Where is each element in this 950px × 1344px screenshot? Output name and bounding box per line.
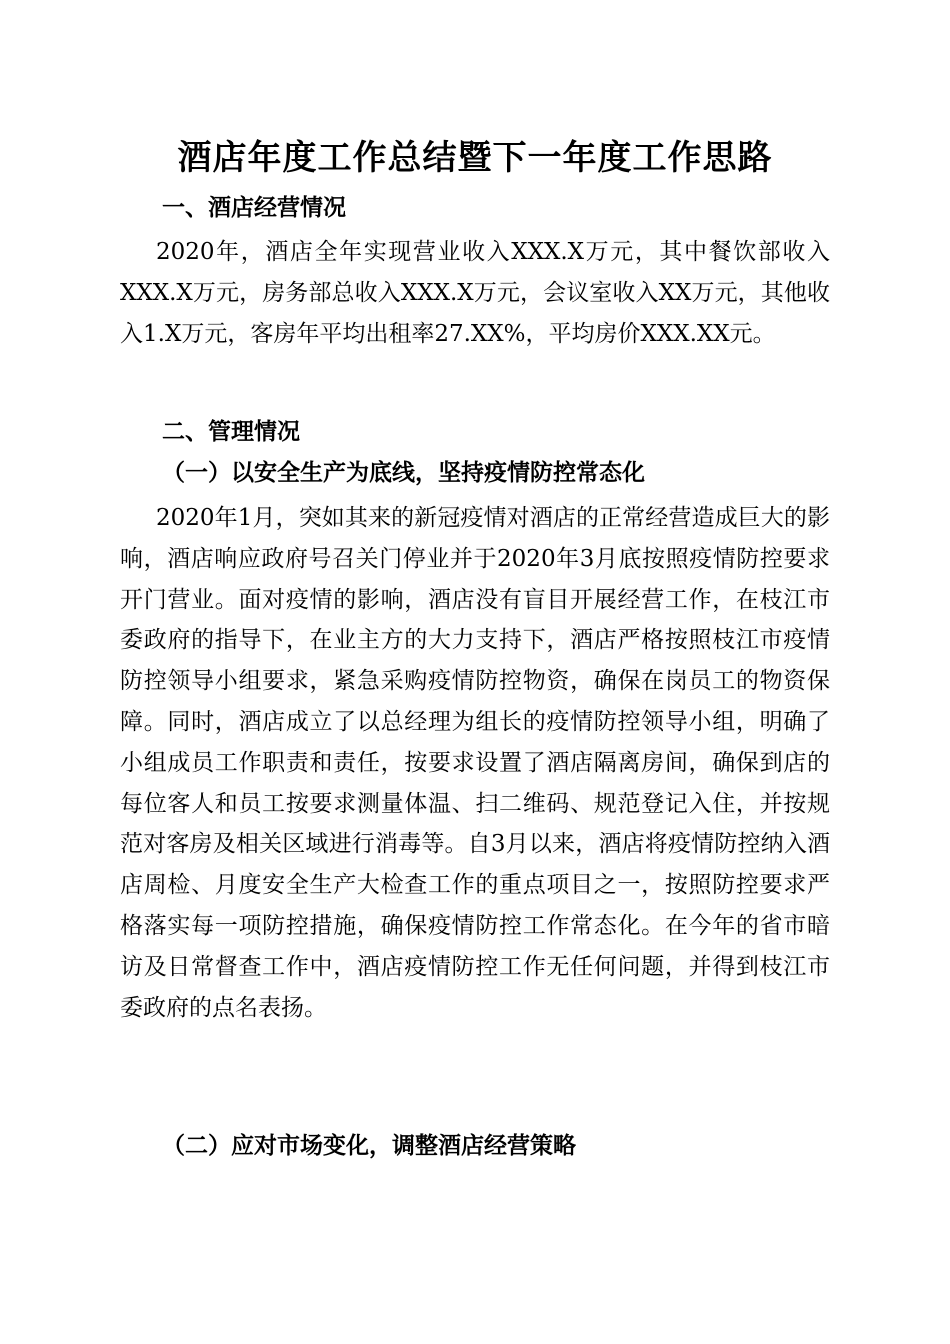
section-heading-business: 一、酒店经营情况 — [162, 195, 346, 221]
section-heading-management: 二、管理情况 — [162, 419, 300, 445]
paragraph-epidemic-control: 2020年1月，突如其来的新冠疫情对酒店的正常经营造成巨大的影响，酒店响应政府号召关门停业并于2020年3月底按照疫情防控要求开门营业。面对疫情的影响，酒店没有盲目开展经营工作，在枝江市委政府的指导下，在业主方的大力支持下，酒店严格按照枝江市疫情防控领导小组要求，紧急采购疫情防控物资，确保在岗员工的物资保障。同时，酒店成立了以总经理为组长的疫情防控领导小组，明确了小组成员工作职责和责任，按要求设置了酒店隔离房间，确保到店的每位客人和员工按要求测量体温、扫二维码、规范登记入住，并按规范对客房及相关区域进行消毒等。自3月以来，酒店将疫情防控纳入酒店周检、月度安全生产大检查工作的重点项目之一，按照防控要求严格落实每一项防控措施，确保疫情防控工作常态化。在今年的省市暗访及日常督查工作中，酒店疫情防控工作无任何问题，并得到枝江市委政府的点名表扬。 — [120, 505, 830, 1021]
document-title: 酒店年度工作总结暨下一年度工作思路 — [177, 138, 773, 178]
subsection-heading-epidemic-control: （一）以安全生产为底线，坚持疫情防控常态化 — [162, 459, 645, 486]
subsection-heading-business-strategy: （二）应对市场变化，调整酒店经营策略 — [162, 1132, 576, 1159]
paragraph-business-summary: 2020年，酒店全年实现营业收入XXX.X万元，其中餐饮部收入XXX.X万元，房务部总收入XXX.X万元，会议室收入XX万元，其他收入1.X万元，客房年平均出租率27.XX%，平均房价XXX.XX元。 — [120, 239, 830, 347]
